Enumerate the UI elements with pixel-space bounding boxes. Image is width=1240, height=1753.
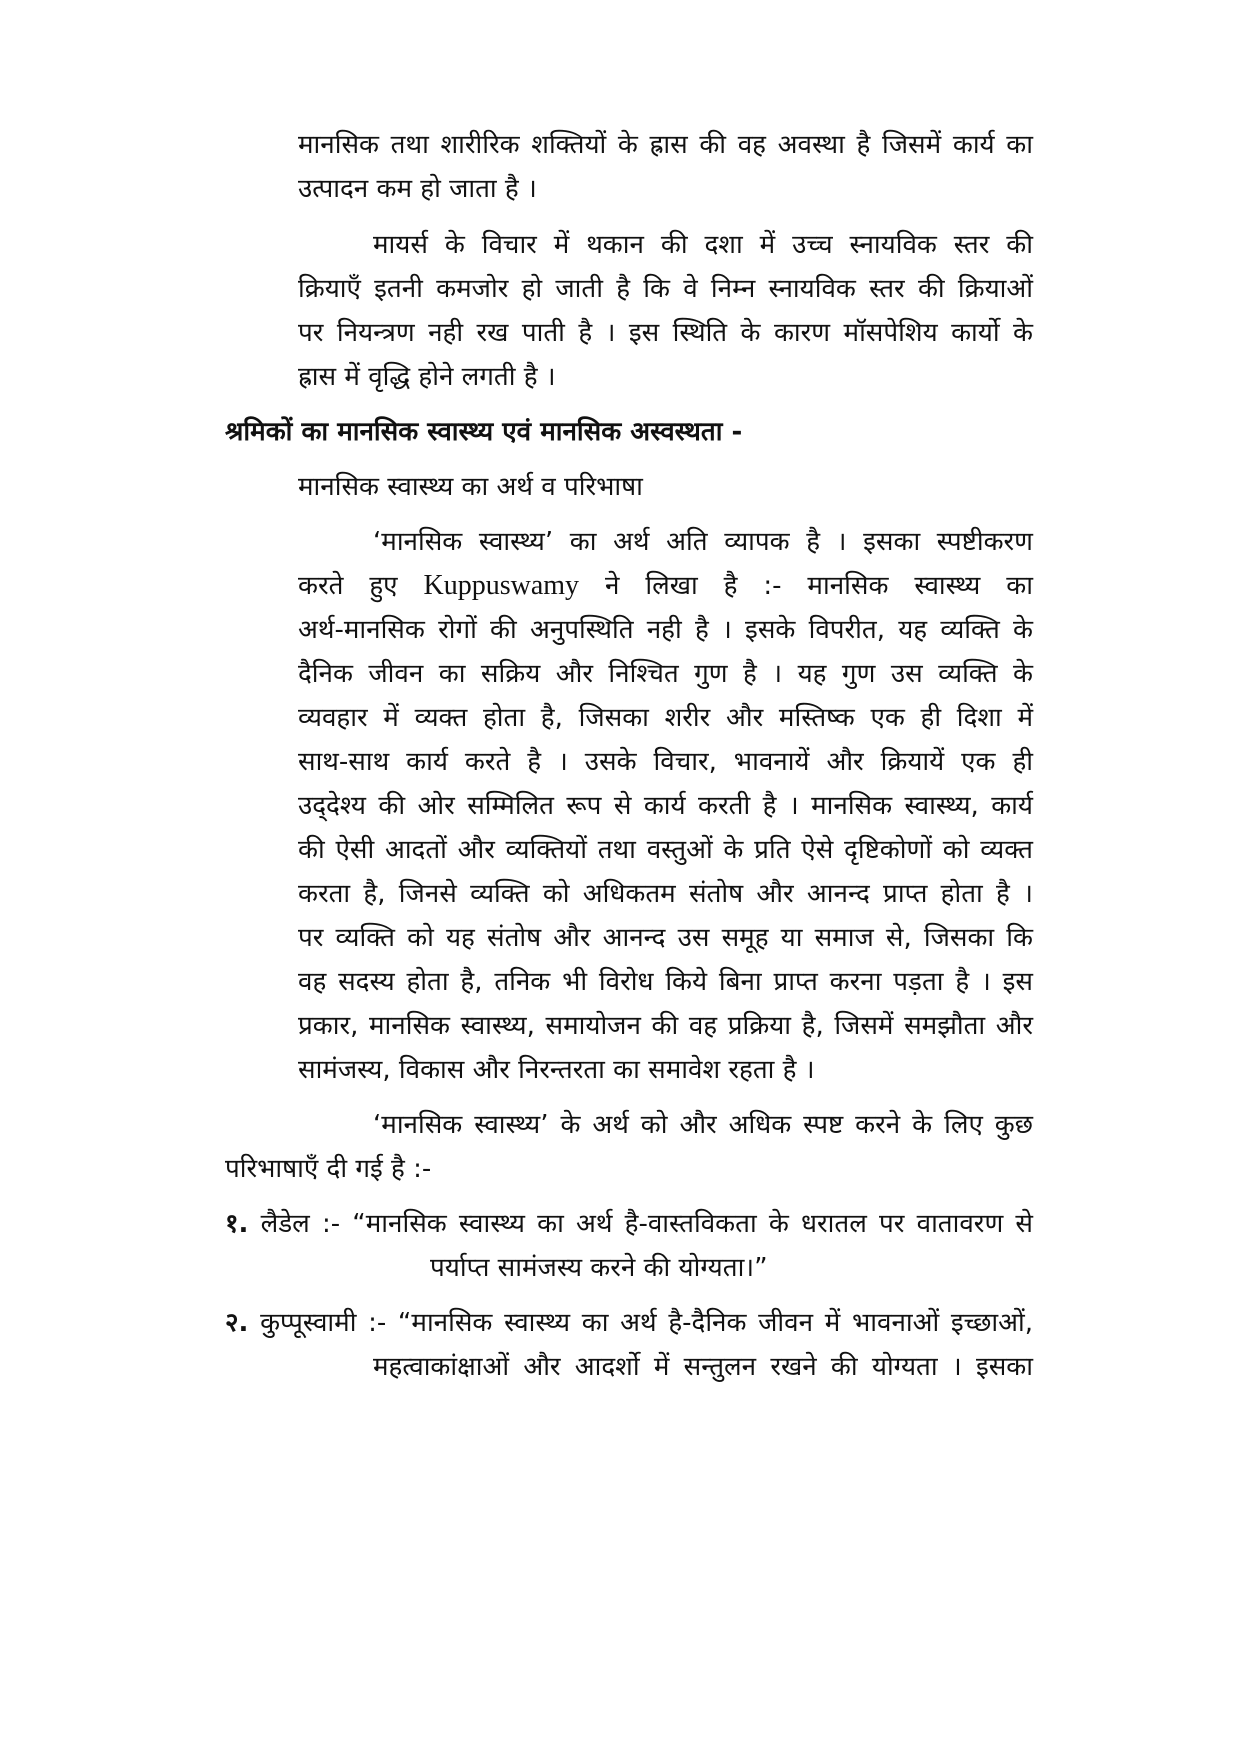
para3-line-7: उद्‌देश्य की ओर सम्मिलित रूप से कार्य करती है । मानसिक स्वास्थ्य, कार्य: [298, 791, 1033, 821]
definition-1-line-1: [225, 1207, 1033, 1241]
para3-line-4: दैनिक जीवन का सक्रिय और निश्चित गुण है । यह गुण उस व्यक्ति के: [298, 659, 1033, 689]
definition-2-line-1: [225, 1306, 1033, 1340]
para1-line-2: उत्पादन कम हो जाता है ।: [298, 174, 537, 204]
definition-2-text: कुप्पूस्वामी :- “मानसिक स्वास्थ्य का अर्थ है-दैनिक जीवन में भावनाओं इच्छाओं,: [260, 1308, 1033, 1338]
para3-line-2: [298, 569, 1033, 603]
para3-line-10: पर व्यक्ति को यह संतोष और आनन्द उस समूह या समाज से, जिसका कि: [298, 923, 1033, 953]
para3-line-9: करता है, जिनसे व्यक्ति को अधिकतम संतोष और आनन्द प्राप्त होता है ।: [298, 879, 1033, 909]
para3-line-3: अर्थ-मानसिक रोगों की अनुपस्थिति नही है । इसके विपरीत, यह व्यक्ति के: [298, 615, 1033, 645]
section-heading: श्रमिकों का मानसिक स्वास्थ्य एवं मानसिक अस्वस्थता -: [225, 417, 743, 447]
para2-line-4: ह्रास में वृद्धि होने लगती है ।: [298, 362, 556, 392]
para2-line-2: क्रियाऍं इतनी कमजोर हो जाती है कि वे निम्न स्नायविक स्तर की क्रियाओं: [298, 274, 1033, 304]
para4-line-1: ‘मानसिक स्वास्थ्य’ के अर्थ को और अधिक स्पष्ट करने के लिए कुछ: [373, 1110, 1033, 1140]
para1-line-1: मानसिक तथा शारीरिक शक्तियों के ह्रास की वह अवस्था है जिसमें कार्य का: [298, 130, 1033, 160]
author-name-latin: Kuppuswamy: [423, 570, 580, 601]
para3-line-6: साथ-साथ कार्य करते है । उसके विचार, भावनायें और क्रियायें एक ही: [298, 747, 1033, 777]
definition-2-line-2: महत्वाकांक्षाओं और आदर्शो में सन्तुलन रखने की योग्यता । इसका: [373, 1352, 1033, 1382]
para3-line-1: ‘मानसिक स्वास्थ्य’ का अर्थ अति व्यापक है । इसका स्पष्टीकरण: [373, 527, 1033, 557]
definition-1-line-2: पर्याप्त सामंजस्य करने की योग्यता।”: [430, 1253, 768, 1283]
para3-line-11: वह सदस्य होता है, तनिक भी विरोध किये बिना प्राप्त करना पड़ता है । इस: [298, 967, 1033, 997]
definition-1-number: १.: [225, 1209, 249, 1239]
para2-line-3: पर नियन्त्रण नही रख पाती है । इस स्थिति के कारण मॉसपेशिय कार्यो के: [298, 318, 1033, 348]
para3-line-5: व्यवहार में व्यक्त होता है, जिसका शरीर और मस्तिष्क एक ही दिशा में: [298, 703, 1033, 733]
para4-line-2: परिभाषाऍं दी गई है :-: [225, 1154, 432, 1184]
para3-line-13: सामंजस्य, विकास और निरन्तरता का समावेश रहता है ।: [298, 1055, 815, 1085]
subheading: मानसिक स्वास्थ्य का अर्थ व परिभाषा: [298, 472, 643, 502]
para2-line-1: मायर्स के विचार में थकान की दशा में उच्च स्नायविक स्तर की: [373, 230, 1033, 260]
para3-line-8: की ऐसी आदतों और व्यक्तियों तथा वस्तुओं के प्रति ऐसे दृष्टिकोणों को व्यक्त: [298, 835, 1033, 865]
para3-line-2-post: ने लिखा है :- मानसिक स्वास्थ्य का: [604, 571, 1034, 601]
para3-line-2-pre: करते हुए: [298, 571, 398, 601]
definition-2-number: २.: [225, 1308, 249, 1338]
definition-1-text: लैडेल :- “मानसिक स्वास्थ्य का अर्थ है-वास्तविकता के धरातल पर वातावरण से: [260, 1209, 1034, 1239]
para3-line-12: प्रकार, मानसिक स्वास्थ्य, समायोजन की वह प्रक्रिया है, जिसमें समझौता और: [298, 1011, 1033, 1041]
